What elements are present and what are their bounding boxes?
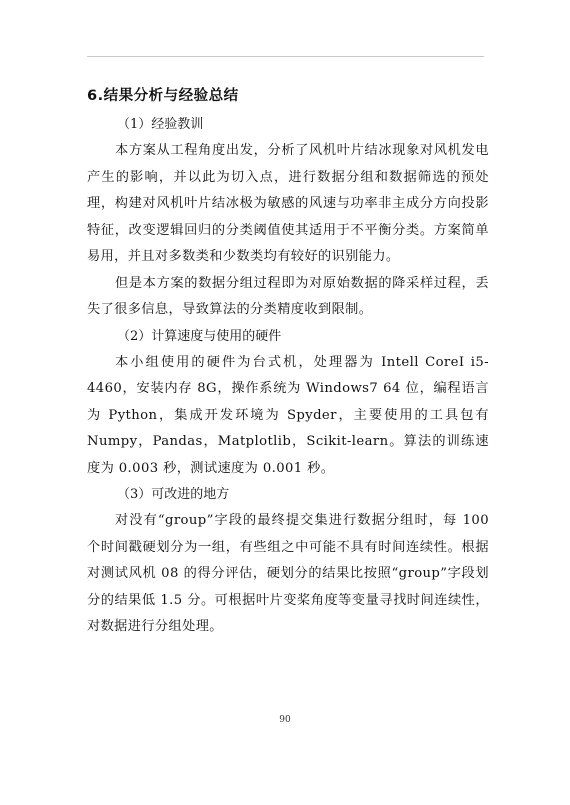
section-hardware	[87, 324, 489, 483]
paragraph-experience-1: 本方案从工程角度出发，分析了风机叶片结冰现象对风机发电产生的影响，并以此为切入点，进行数据分组和数据筛选的预处理，构建对风机叶片结冰极为敏感的风速与功率非主成分方向投影特征，改变逻辑回归的分类阈值使其适用于不平衡分类。方案简单易用，并且对多数类和少数类均有较好的识别能力。	[87, 143, 489, 264]
section-experience	[87, 112, 489, 324]
section-heading: 6.结果分析与经验总结	[87, 88, 239, 104]
subheading-hardware: （2）计算速度与使用的硬件	[117, 328, 282, 344]
paragraph-hardware: 本小组使用的硬件为台式机，处理器为 Intell CoreI i5-4460，安装内存 8G，操作系统为 Windows7 64 位，编程语言为 Python，集成开发环境为 Spyder，主要使用的工具包有 Numpy，Pandas，Matplotlib，Scikit-learn。算法的训练速度为 0.003 秒，测试速度为 0.001 秒。	[87, 354, 489, 476]
paragraph-improvements: 对没有“group”字段的最终提交集进行数据分组时，每 100 个时间戳硬划分为一组，有些组之中可能不具有时间连续性。根据对测试风机 08 的得分评估，硬划分的结果比按照“group”字段划分的结果低 1.5 分。可根据叶片变桨角度等变量寻找时间连续性，对数据进行分组处理。	[87, 513, 489, 634]
subheading-experience: （1）经验教训	[117, 117, 204, 132]
subheading-improvements: （3）可改进的地方	[117, 487, 230, 502]
header-rule	[87, 56, 484, 57]
paragraph-experience-2: 但是本方案的数据分组过程即为对原始数据的降采样过程，丢失了很多信息，导致算法的分类精度收到限制。	[87, 275, 489, 317]
page-number: 90	[279, 715, 291, 725]
page-content	[87, 86, 489, 641]
section-improvements	[87, 482, 489, 641]
